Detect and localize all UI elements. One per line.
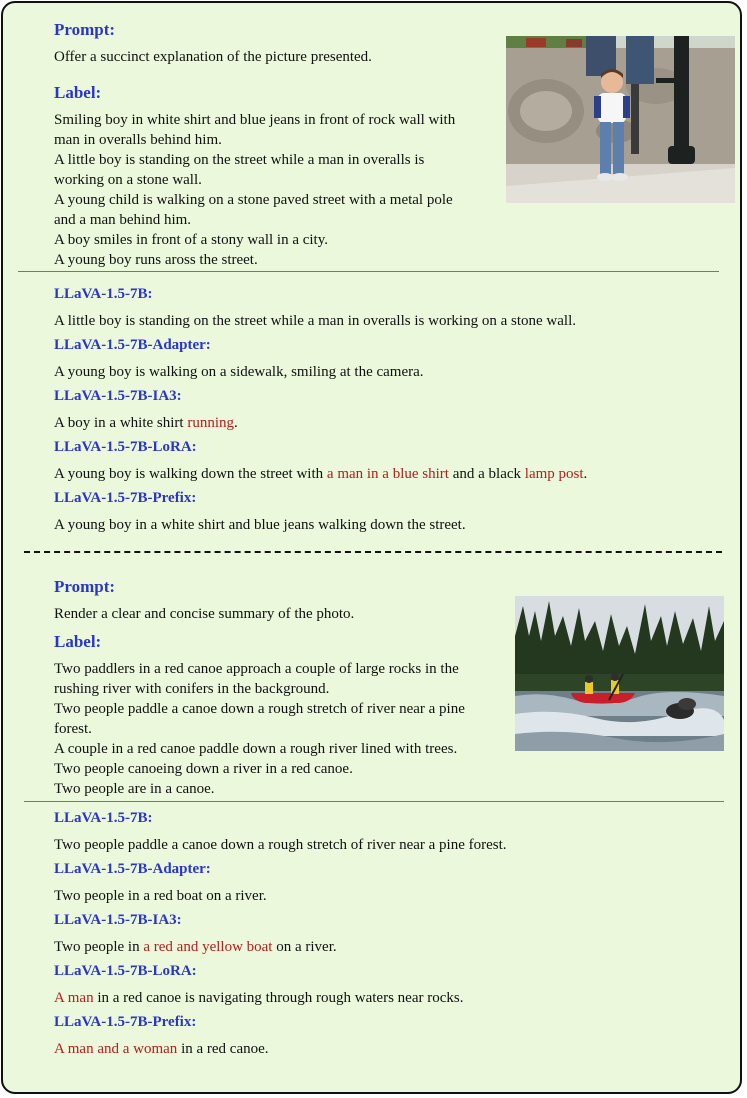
section-divider-2 bbox=[24, 801, 724, 802]
model-output bbox=[54, 988, 463, 1008]
model-name: LLaVA-1.5-7B-LoRA: bbox=[54, 439, 197, 455]
label-line: man in overalls behind him. bbox=[54, 132, 222, 148]
label-line: A little boy is standing on the street while a man in overalls is bbox=[54, 152, 425, 168]
model-output bbox=[54, 886, 267, 906]
model-name: LLaVA-1.5-7B-IA3: bbox=[54, 912, 182, 928]
prompt-heading-2: Prompt: bbox=[54, 577, 116, 596]
output-segment: in a red canoe. bbox=[177, 1041, 269, 1057]
output-segment: A little boy is standing on the street while a man in overalls is working on a stone wall. bbox=[54, 313, 576, 329]
model-name: LLaVA-1.5-7B-Prefix: bbox=[54, 490, 197, 506]
model-output bbox=[54, 362, 424, 382]
output-segment: A young boy is walking down the street with bbox=[54, 466, 327, 482]
hallucination-highlight: A man bbox=[54, 990, 94, 1006]
output-segment: A young boy in a white shirt and blue jeans walking down the street. bbox=[54, 517, 466, 533]
model-name: LLaVA-1.5-7B-Adapter: bbox=[54, 337, 211, 353]
model-output bbox=[54, 835, 507, 855]
label-line: Two people paddle a canoe down a rough stretch of river near a pine bbox=[54, 701, 465, 717]
label-heading-1: Label: bbox=[54, 83, 102, 102]
label-line: Two people canoeing down a river in a red canoe. bbox=[54, 761, 353, 777]
model-output bbox=[54, 311, 576, 331]
label-line: working on a stone wall. bbox=[54, 172, 202, 188]
hallucination-highlight: running bbox=[187, 415, 234, 431]
label-heading-2: Label: bbox=[54, 632, 102, 651]
model-name: LLaVA-1.5-7B: bbox=[54, 810, 153, 826]
output-segment: Two people paddle a canoe down a rough stretch of river near a pine forest. bbox=[54, 837, 507, 853]
output-segment: in a red canoe is navigating through rough waters near rocks. bbox=[93, 990, 464, 1006]
label-line: A young boy runs aross the street. bbox=[54, 252, 258, 268]
label-line: Two paddlers in a red canoe approach a couple of large rocks in the bbox=[54, 661, 459, 677]
label-line: rushing river with conifers in the background. bbox=[54, 681, 330, 697]
section-divider-1 bbox=[18, 271, 719, 272]
example-separator bbox=[24, 551, 722, 553]
hallucination-highlight: A man and a woman bbox=[54, 1041, 178, 1057]
prompt-text-1: Offer a succinct explanation of the picture presented. bbox=[54, 49, 372, 65]
label-line: A couple in a red canoe paddle down a rough river lined with trees. bbox=[54, 741, 458, 757]
model-output bbox=[54, 1039, 269, 1059]
canoe-river-photo bbox=[515, 596, 724, 751]
model-name: LLaVA-1.5-7B: bbox=[54, 286, 153, 302]
model-output bbox=[54, 464, 587, 484]
label-line: Smiling boy in white shirt and blue jeans in front of rock wall with bbox=[54, 112, 456, 128]
prompt-heading-1: Prompt: bbox=[54, 20, 116, 39]
output-segment: A young boy is walking on a sidewalk, smiling at the camera. bbox=[54, 364, 424, 380]
output-segment: . bbox=[234, 415, 238, 431]
model-name: LLaVA-1.5-7B-IA3: bbox=[54, 388, 182, 404]
model-name: LLaVA-1.5-7B-Prefix: bbox=[54, 1014, 197, 1030]
output-segment: . bbox=[583, 466, 588, 482]
model-output bbox=[54, 937, 337, 957]
label-line: A boy smiles in front of a stony wall in a city. bbox=[54, 232, 328, 248]
output-segment: and a black bbox=[448, 466, 525, 482]
model-name: LLaVA-1.5-7B-LoRA: bbox=[54, 963, 197, 979]
hallucination-highlight: a red and yellow boat bbox=[143, 939, 273, 955]
model-output bbox=[54, 515, 466, 535]
prompt-text-2: Render a clear and concise summary of the photo. bbox=[54, 606, 355, 622]
label-line: Two people are in a canoe. bbox=[54, 781, 215, 797]
hallucination-highlight: a man in a blue shirt bbox=[326, 466, 449, 482]
output-segment: A boy in a white shirt bbox=[54, 415, 188, 431]
label-line: A young child is walking on a stone paved street with a metal pole bbox=[54, 192, 453, 208]
output-segment: on a river. bbox=[272, 939, 337, 955]
hallucination-highlight: lamp post bbox=[524, 466, 584, 482]
label-line: and a man behind him. bbox=[54, 212, 192, 228]
output-segment: Two people in bbox=[54, 939, 144, 955]
model-name: LLaVA-1.5-7B-Adapter: bbox=[54, 861, 211, 877]
label-text-1 bbox=[54, 110, 455, 270]
label-line: forest. bbox=[54, 721, 92, 737]
label-text-2 bbox=[54, 659, 465, 799]
boy-street-photo bbox=[506, 36, 735, 203]
model-output bbox=[54, 413, 238, 433]
output-segment: Two people in a red boat on a river. bbox=[54, 888, 267, 904]
